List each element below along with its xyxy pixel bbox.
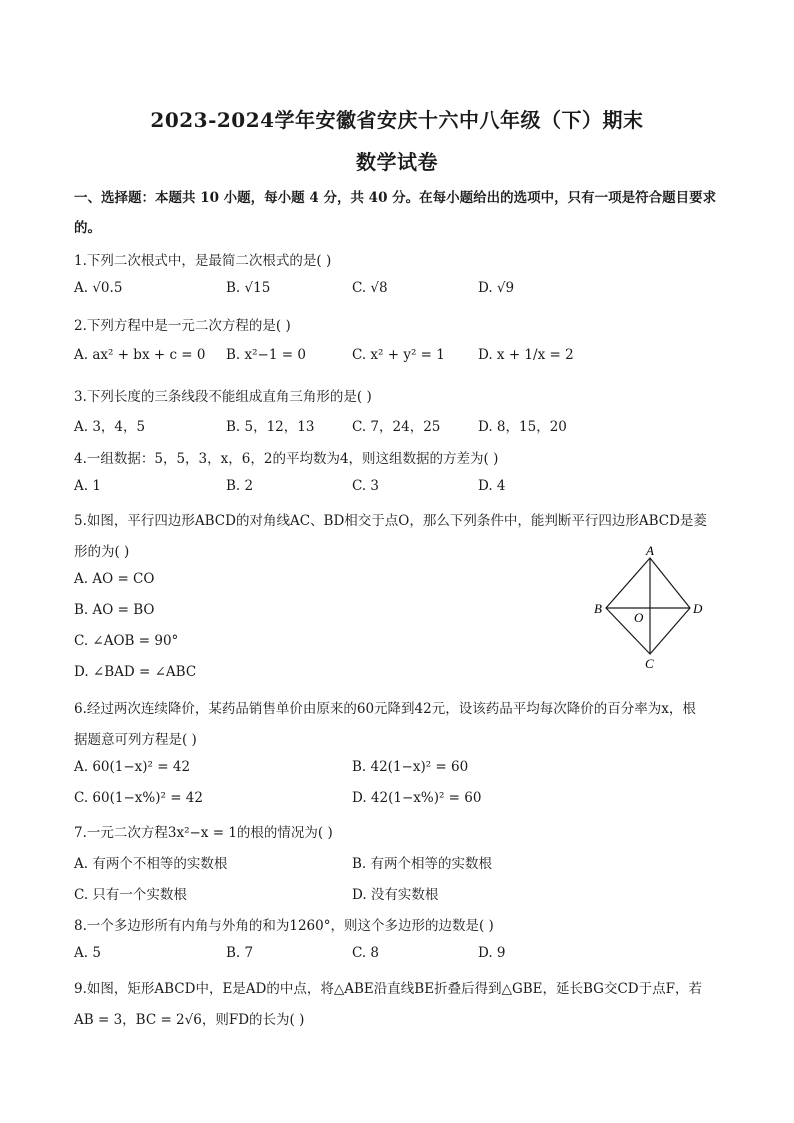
q4-option-d: D. 4: [478, 478, 506, 494]
q4-option-b: B. 2: [226, 478, 254, 494]
vertex-label-a: A: [646, 544, 654, 558]
q8-option-a: A. 5: [74, 945, 101, 961]
q7-option-a: A. 有两个不相等的实数根: [74, 856, 228, 872]
exam-subtitle: 数学试卷: [356, 150, 438, 174]
q7-option-b: B. 有两个相等的实数根: [352, 856, 493, 872]
q7-stem: 7.一元二次方程3x²−x = 1的根的情况为( ): [74, 825, 333, 841]
q1-option-c: C. √8: [352, 280, 388, 296]
q6-option-d: D. 42(1−x%)² = 60: [352, 790, 482, 806]
vertex-label-c: C: [645, 656, 654, 671]
q5-option-b: B. AO = BO: [74, 602, 155, 618]
q1-option-b: B. √15: [226, 280, 271, 296]
q3-option-a: A. 3，4，5: [74, 419, 146, 435]
q6-stem-line2: 据题意可列方程是( ): [74, 732, 197, 748]
q2-stem: 2.下列方程中是一元二次方程的是( ): [74, 318, 291, 334]
q1-option-a: A. √0.5: [74, 280, 123, 296]
center-label-o: O: [634, 610, 644, 625]
section-intro-line2: 的。: [74, 220, 101, 236]
q3-option-c: C. 7，24，25: [352, 419, 441, 435]
q2-option-a: A. ax² + bx + c = 0: [74, 347, 206, 363]
q6-option-b: B. 42(1−x)² = 60: [352, 759, 469, 775]
q8-option-d: D. 9: [478, 945, 506, 961]
q9-stem-line1: 9.如图，矩形ABCD中，E是AD的中点，将△ABE沿直线BE折叠后得到△GBE，延长BG交CD于点F，若: [74, 981, 702, 997]
q5-stem-line1: 5.如图，平行四边形ABCD的对角线AC、BD相交于点O，那么下列条件中，能判断平行四边形ABCD是菱: [74, 513, 707, 529]
q8-stem: 8.一个多边形所有内角与外角的和为1260°，则这个多边形的边数是( ): [74, 918, 494, 934]
q1-stem: 1.下列二次根式中，是最简二次根式的是( ): [74, 253, 332, 269]
q9-stem-line2: AB = 3，BC = 2√6，则FD的长为( ): [74, 1012, 305, 1028]
q6-option-a: A. 60(1−x)² = 42: [74, 759, 191, 775]
q7-option-c: C. 只有一个实数根: [74, 887, 187, 903]
q2-option-b: B. x²−1 = 0: [226, 347, 306, 363]
q2-option-d: D. x + 1/x = 2: [478, 347, 574, 363]
q5-option-d: D. ∠BAD = ∠ABC: [74, 664, 197, 680]
section-intro-line1: 一、选择题：本题共 10 小题，每小题 4 分，共 40 分。在每小题给出的选项中，只有一项是符合题目要求: [74, 190, 717, 206]
q3-option-b: B. 5，12，13: [226, 419, 315, 435]
q8-option-c: C. 8: [352, 945, 380, 961]
q5-option-c: C. ∠AOB = 90°: [74, 633, 179, 649]
q8-option-b: B. 7: [226, 945, 254, 961]
q4-stem: 4.一组数据：5，5，3，x，6，2的平均数为4，则这组数据的方差为( ): [74, 451, 499, 467]
q3-stem: 3.下列长度的三条线段不能组成直角三角形的是( ): [74, 389, 372, 405]
exam-title: 2023-2024学年安徽省安庆十六中八年级（下）期末: [150, 108, 644, 132]
vertex-label-d: D: [693, 601, 703, 616]
q5-stem-line2: 形的为( ): [74, 544, 130, 560]
rhombus-figure: [588, 544, 712, 672]
q3-option-d: D. 8，15，20: [478, 419, 567, 435]
q4-option-a: A. 1: [74, 478, 101, 494]
q6-option-c: C. 60(1−x%)² = 42: [74, 790, 203, 806]
q7-option-d: D. 没有实数根: [352, 887, 439, 903]
rhombus-outline: [606, 558, 690, 654]
q6-stem-line1: 6.经过两次连续降价，某药品销售单价由原来的60元降到42元，设该药品平均每次降价的百分率为x，根: [74, 701, 696, 717]
q2-option-c: C. x² + y² = 1: [352, 347, 445, 363]
q5-option-a: A. AO = CO: [74, 571, 155, 587]
q1-option-d: D. √9: [478, 280, 515, 296]
vertex-label-b: B: [594, 601, 602, 616]
q4-option-c: C. 3: [352, 478, 380, 494]
